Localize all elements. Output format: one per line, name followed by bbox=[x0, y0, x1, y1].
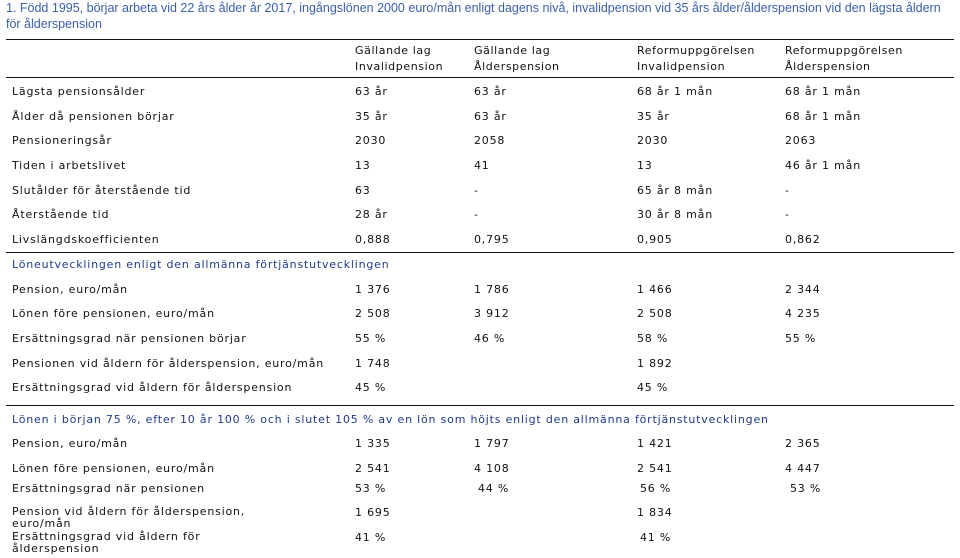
column-header-line1: Reformuppgörelsen bbox=[637, 44, 755, 57]
cell-value: 68 år 1 mån bbox=[785, 110, 861, 123]
section-title: Löneutvecklingen enligt den allmänna förtjänstutvecklingen bbox=[12, 258, 390, 271]
cell-value: - bbox=[474, 208, 479, 221]
cell-value: - bbox=[785, 208, 790, 221]
cell-value: 1 748 bbox=[355, 357, 391, 370]
row-label: Ersättningsgrad vid åldern för ålderspension bbox=[12, 530, 201, 555]
cell-value: 4 235 bbox=[785, 307, 821, 320]
cell-value: 1 834 bbox=[637, 506, 673, 519]
row-label: Pension, euro/mån bbox=[12, 283, 128, 296]
cell-value: 58 % bbox=[637, 332, 669, 345]
cell-value: 2058 bbox=[474, 134, 506, 147]
cell-value: 0,905 bbox=[637, 233, 673, 246]
cell-value: 63 år bbox=[474, 85, 507, 98]
cell-value: 4 447 bbox=[785, 462, 821, 475]
section-rule bbox=[6, 252, 954, 253]
column-header-line1: Gällande lag bbox=[355, 44, 432, 57]
column-header bbox=[355, 43, 443, 75]
cell-value: 63 bbox=[355, 184, 371, 197]
cell-value: 41 bbox=[474, 159, 490, 172]
row-label: Lägsta pensionsålder bbox=[12, 85, 146, 98]
top-rule bbox=[6, 39, 954, 40]
cell-value: 30 år 8 mån bbox=[637, 208, 713, 221]
cell-value: 0,795 bbox=[474, 233, 510, 246]
cell-value: 46 % bbox=[474, 332, 506, 345]
column-header-line2: Invalidpension bbox=[355, 60, 444, 73]
column-header-line2: Ålderspension bbox=[785, 60, 871, 73]
cell-value: 1 376 bbox=[355, 283, 391, 296]
cell-value: 2063 bbox=[785, 134, 817, 147]
cell-value: 13 bbox=[637, 159, 653, 172]
cell-value: 2 508 bbox=[637, 307, 673, 320]
cell-value: 53 % bbox=[790, 482, 822, 495]
section-rule bbox=[6, 405, 954, 406]
cell-value: 55 % bbox=[785, 332, 817, 345]
row-label: Lönen före pensionen, euro/mån bbox=[12, 307, 215, 320]
cell-value: 41 % bbox=[640, 531, 672, 544]
column-header-line1: Reformuppgörelsen bbox=[785, 44, 903, 57]
row-label: Återstående tid bbox=[12, 208, 110, 221]
cell-value: 2030 bbox=[637, 134, 669, 147]
cell-value: 63 år bbox=[474, 110, 507, 123]
cell-value: 68 år 1 mån bbox=[637, 85, 713, 98]
column-header-line2: Ålderspension bbox=[474, 60, 560, 73]
section-title: Lönen i början 75 %, efter 10 år 100 % och i slutet 105 % av en lön som höjts enligt den allmänna förtjänstutvecklingen bbox=[12, 413, 769, 426]
cell-value: 65 år 8 mån bbox=[637, 184, 713, 197]
row-label: Tiden i arbetslivet bbox=[12, 159, 127, 172]
column-header-line2: Invalidpension bbox=[637, 60, 726, 73]
row-label: Lönen före pensionen, euro/mån bbox=[12, 462, 215, 475]
column-header bbox=[785, 43, 903, 75]
row-label: Ersättningsgrad vid åldern för ålderspension bbox=[12, 381, 293, 394]
cell-value: 55 % bbox=[355, 332, 387, 345]
cell-value: 1 335 bbox=[355, 437, 391, 450]
cell-value: 3 912 bbox=[474, 307, 510, 320]
cell-value: 2030 bbox=[355, 134, 387, 147]
cell-value: - bbox=[474, 184, 479, 197]
cell-value: 2 365 bbox=[785, 437, 821, 450]
cell-value: - bbox=[785, 184, 790, 197]
cell-value: 28 år bbox=[355, 208, 388, 221]
cell-value: 45 % bbox=[637, 381, 669, 394]
cell-value: 45 % bbox=[355, 381, 387, 394]
column-header bbox=[474, 43, 560, 75]
cell-value: 2 541 bbox=[355, 462, 391, 475]
column-header-line1: Gällande lag bbox=[474, 44, 551, 57]
cell-value: 2 541 bbox=[637, 462, 673, 475]
cell-value: 68 år 1 mån bbox=[785, 85, 861, 98]
cell-value: 0,888 bbox=[355, 233, 391, 246]
cell-value: 1 695 bbox=[355, 506, 391, 519]
header-rule bbox=[6, 77, 954, 78]
cell-value: 44 % bbox=[478, 482, 510, 495]
cell-value: 53 % bbox=[355, 482, 387, 495]
cell-value: 1 466 bbox=[637, 283, 673, 296]
cell-value: 4 108 bbox=[474, 462, 510, 475]
page-title: 1. Född 1995, börjar arbeta vid 22 års ålder år 2017, ingångslönen 2000 euro/mån enligt dagens nivå, invalidpension vid 35 års ålder/ålderspension vid den lägsta åldern för ålderspension bbox=[6, 1, 941, 31]
cell-value: 35 år bbox=[355, 110, 388, 123]
cell-value: 1 892 bbox=[637, 357, 673, 370]
column-header bbox=[637, 43, 755, 75]
row-label: Slutålder för återstående tid bbox=[12, 184, 192, 197]
row-label: Ersättningsgrad när pensionen börjar bbox=[12, 332, 247, 345]
cell-value: 56 % bbox=[640, 482, 672, 495]
cell-value: 1 786 bbox=[474, 283, 510, 296]
row-label: Pension, euro/mån bbox=[12, 437, 128, 450]
row-label: Pension vid åldern för ålderspension, euro/mån bbox=[12, 505, 246, 530]
cell-value: 63 år bbox=[355, 85, 388, 98]
cell-value: 1 421 bbox=[637, 437, 673, 450]
cell-value: 1 797 bbox=[474, 437, 510, 450]
cell-value: 46 år 1 mån bbox=[785, 159, 861, 172]
cell-value: 35 år bbox=[637, 110, 670, 123]
row-label: Ålder då pensionen börjar bbox=[12, 110, 175, 123]
cell-value: 2 344 bbox=[785, 283, 821, 296]
cell-value: 0,862 bbox=[785, 233, 821, 246]
row-label: Pensionen vid åldern för ålderspension, euro/mån bbox=[12, 357, 325, 370]
row-label: Pensioneringsår bbox=[12, 134, 112, 147]
cell-value: 41 % bbox=[355, 531, 387, 544]
row-label: Livslängdskoefficienten bbox=[12, 233, 160, 246]
row-label: Ersättningsgrad när pensionen bbox=[12, 482, 205, 495]
cell-value: 2 508 bbox=[355, 307, 391, 320]
cell-value: 13 bbox=[355, 159, 371, 172]
